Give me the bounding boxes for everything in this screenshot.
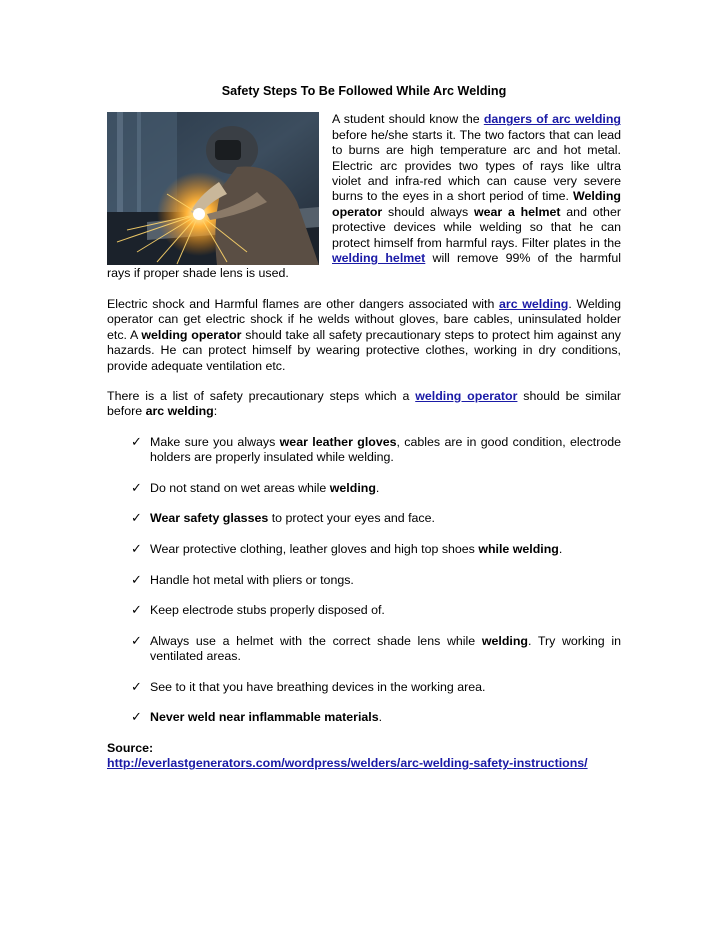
- checklist-item-bold: welding: [481, 633, 528, 648]
- text-run: should take all safety precautionary steps to protect him against any hazards. He can protect himself by wearing protective clothes, working in dry conditions, provide adequate ventilation etc.: [107, 327, 621, 373]
- link-arc-welding[interactable]: arc welding: [499, 296, 569, 311]
- checklist-item: [131, 435, 621, 466]
- source-url-link[interactable]: http://everlastgenerators.com/wordpress/welders/arc-welding-safety-instructions/: [107, 756, 588, 771]
- checklist-item-text: Wear protective clothing, leather gloves and high top shoes: [150, 541, 479, 556]
- checklist-item-text: See to it that you have breathing devices in the working area.: [150, 679, 486, 694]
- checkmark-icon: ✓: [131, 541, 142, 557]
- text-run: before he/she starts it. The two factors that can lead to burns are high temperature arc and hot metal. Electric arc provides two types of rays like ultra violet and infra-red which can cause very severe burns to the eyes in a short period of time.: [332, 127, 621, 204]
- checklist-item: [131, 603, 621, 618]
- text-run: A student should know the: [332, 112, 484, 127]
- checklist-item-text: Do not stand on wet areas while: [150, 480, 330, 495]
- checklist-item: [131, 680, 621, 695]
- checklist-item-text: . Try working in ventilated areas.: [150, 633, 621, 664]
- text-run: will remove 99% of the harmful rays if proper shade lens is used.: [107, 251, 621, 281]
- checklist-item-bold: wear leather gloves: [279, 434, 397, 449]
- checklist-item-text: Make sure you always: [150, 434, 280, 449]
- checklist-item-text: .: [558, 541, 563, 556]
- checkmark-icon: ✓: [131, 679, 142, 695]
- checklist-item-bold: welding: [329, 480, 376, 495]
- text-run: Electric shock and Harmful flames are other dangers associated with: [107, 296, 500, 311]
- document-title: Safety Steps To Be Followed While Arc Welding: [221, 84, 507, 98]
- checklist-item: [131, 511, 621, 526]
- bold-welding-operator: Welding operator: [332, 189, 621, 219]
- checklist-item-bold: Never weld near inflammable materials: [150, 710, 379, 725]
- checklist-item-text: , cables are in good condition, electrode holders are properly insulated while welding.: [150, 434, 622, 465]
- checkmark-icon: ✓: [131, 511, 142, 527]
- text-run: :: [213, 404, 218, 419]
- bold-wear-a-helmet: wear a helmet: [473, 204, 561, 219]
- source-label: Source:: [107, 740, 154, 755]
- checkmark-icon: ✓: [131, 710, 142, 726]
- bold-welding-operator: welding operator: [141, 327, 242, 342]
- checklist-item: [131, 481, 621, 496]
- checkmark-icon: ✓: [131, 480, 142, 496]
- checklist-item-text: .: [375, 480, 380, 495]
- source-url-line: [107, 756, 621, 771]
- checklist-item-text: .: [378, 710, 383, 725]
- checklist-item-text: to protect your eyes and face.: [268, 511, 435, 526]
- welder-photo-graphic: [107, 112, 319, 265]
- bold-arc-welding: arc welding: [145, 404, 214, 419]
- text-run: and other protective devices while welding so that he can protect himself from harmful rays. Filter plates in the: [332, 204, 621, 250]
- text-run: should be similar before: [107, 388, 621, 419]
- checklist-item-text: Keep electrode stubs properly disposed of.: [150, 603, 385, 618]
- text-run: should always: [382, 204, 474, 219]
- checklist-item-bold: Wear safety glasses: [150, 511, 269, 526]
- checkmark-icon: ✓: [131, 633, 142, 649]
- link-welding-helmet[interactable]: welding helmet: [332, 251, 426, 266]
- safety-checklist: [131, 435, 621, 726]
- shock-paragraph: [107, 297, 621, 374]
- text-run: . Welding operator can get electric shock if he welds without gloves, bare cables, uninsulated holder etc. A: [107, 296, 621, 342]
- list-intro-paragraph: [107, 389, 621, 420]
- checkmark-icon: ✓: [131, 434, 142, 450]
- checkmark-icon: ✓: [131, 572, 142, 588]
- checkmark-icon: ✓: [131, 603, 142, 619]
- checklist-item: [131, 634, 621, 665]
- checklist-item-text: Handle hot metal with pliers or tongs.: [150, 572, 354, 587]
- link-welding-operator[interactable]: welding operator: [415, 388, 518, 403]
- checklist-item-text: Always use a helmet with the correct shade lens while: [150, 633, 482, 648]
- checklist-item: [131, 573, 621, 588]
- link-dangers-of-arc-welding[interactable]: dangers of arc welding: [483, 112, 621, 127]
- checklist-item: [131, 542, 621, 557]
- checklist-item-bold: while welding: [478, 541, 559, 556]
- welder-photo: [107, 112, 319, 265]
- document-page: [107, 84, 621, 772]
- checklist-item: [131, 710, 621, 725]
- text-run: There is a list of safety precautionary steps which a: [107, 388, 416, 403]
